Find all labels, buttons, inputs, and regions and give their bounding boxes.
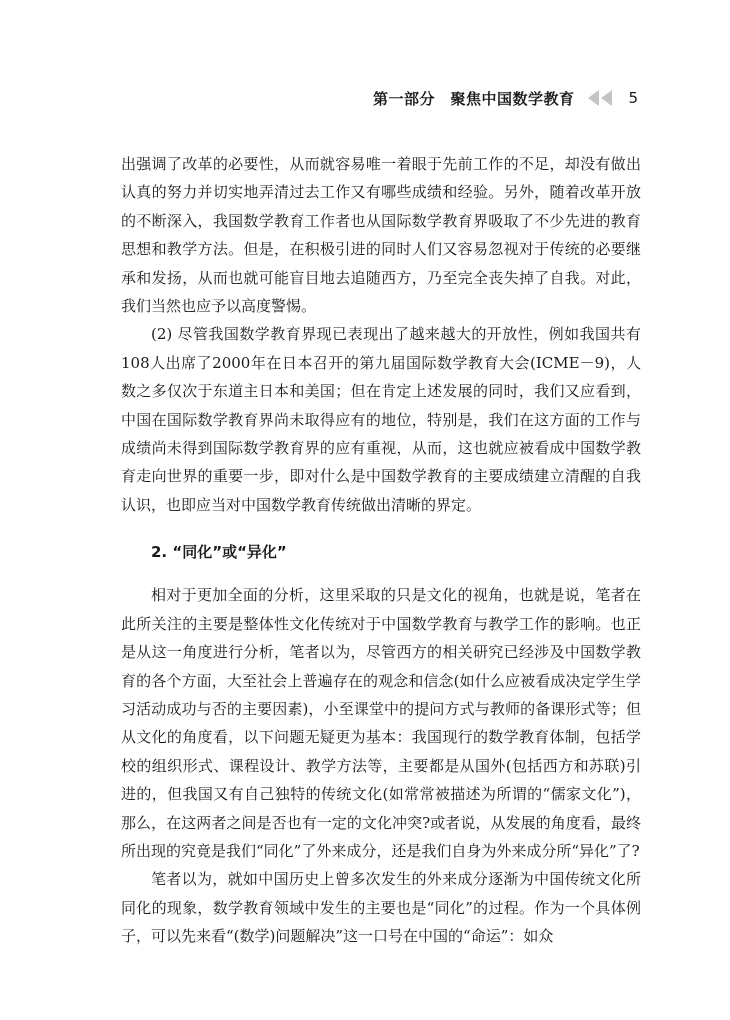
left-arrow-icon <box>588 90 599 106</box>
running-header <box>373 86 638 110</box>
running-header-title: 第一部分 聚焦中国数学教育 <box>372 89 575 108</box>
paragraph: (2) 尽管我国数学教育界现已表现出了越来越大的开放性，例如我国共有108人出席了2000年在日本召开的第九届国际数学教育大会(ICME－9)，人数之多仅次于东道主日本和美国；但在肯定上述发展的同时，我们又应看到，中国在国际数学教育界尚未取得应有的地位，特别是，我们在这方面的工作与成绩尚未得到国际数学教育界的应有重视，从而，这也就应被看成中国数学教育走向世界的重要一步，即对什么是中国数学教育的主要成绩建立清醒的自我认识，也即应当对中国数学教育传统做出清晰的界定。 <box>121 325 641 514</box>
paragraph: 相对于更加全面的分析，这里采取的只是文化的视角，也就是说，笔者在此所关注的主要是整体性文化传统对于中国数学教育与教学工作的影响。也正是从这一角度进行分析，笔者以为，尽管西方的相关研究已经涉及中国数学教育的各个方面，大至社会上普遍存在的观念和信念(如什么应被看成决定学生学习活动成功与否的主要因素)，小至课堂中的提问方式与教师的备课形式等；但从文化的角度看，以下问题无疑更为基本：我国现行的数学教育体制，包括学校的组织形式、课程设计、教学方法等，主要都是从国外(包括西方和苏联)引进的，但我国又有自己独特的传统文化(如常常被描述为所谓的“儒家文化”)，那么，在这两者之间是否也有一定的文化冲突?或者说，从发展的角度看，最终所出现的究竟是我们“同化”了外来成分，还是我们自身为外来成分所“异化”了? <box>121 586 641 860</box>
paragraph-continued: 出强调了改革的必要性，从而就容易唯一着眼于先前工作的不足，却没有做出认真的努力并切实地弄清过去工作又有哪些成绩和经验。另外，随着改革开放的不断深入，我国数学教育工作者也从国际数学教育界吸取了不少先进的教育思想和教学方法。但是，在积极引进的同时人们又容易忽视对于传统的必要继承和发扬，从而也就可能盲目地去追随西方，乃至完全丧失掉了自我。对此，我们当然也应予以高度警惕。 <box>121 155 641 316</box>
page-number: 5 <box>628 89 638 107</box>
page-body <box>121 150 641 951</box>
section-heading: 2. “同化”或“异化” <box>151 543 287 562</box>
paragraph: 笔者以为，就如中国历史上曾多次发生的外来成分逐渐为中国传统文化所同化的现象，数学教育领域中发生的主要也是“同化”的过程。作为一个具体例子，可以先来看“(数学)问题解决”这一口号在中国的“命运”：如众 <box>121 870 641 946</box>
left-arrow-icon <box>601 90 612 106</box>
double-left-arrow-icon <box>588 90 614 106</box>
